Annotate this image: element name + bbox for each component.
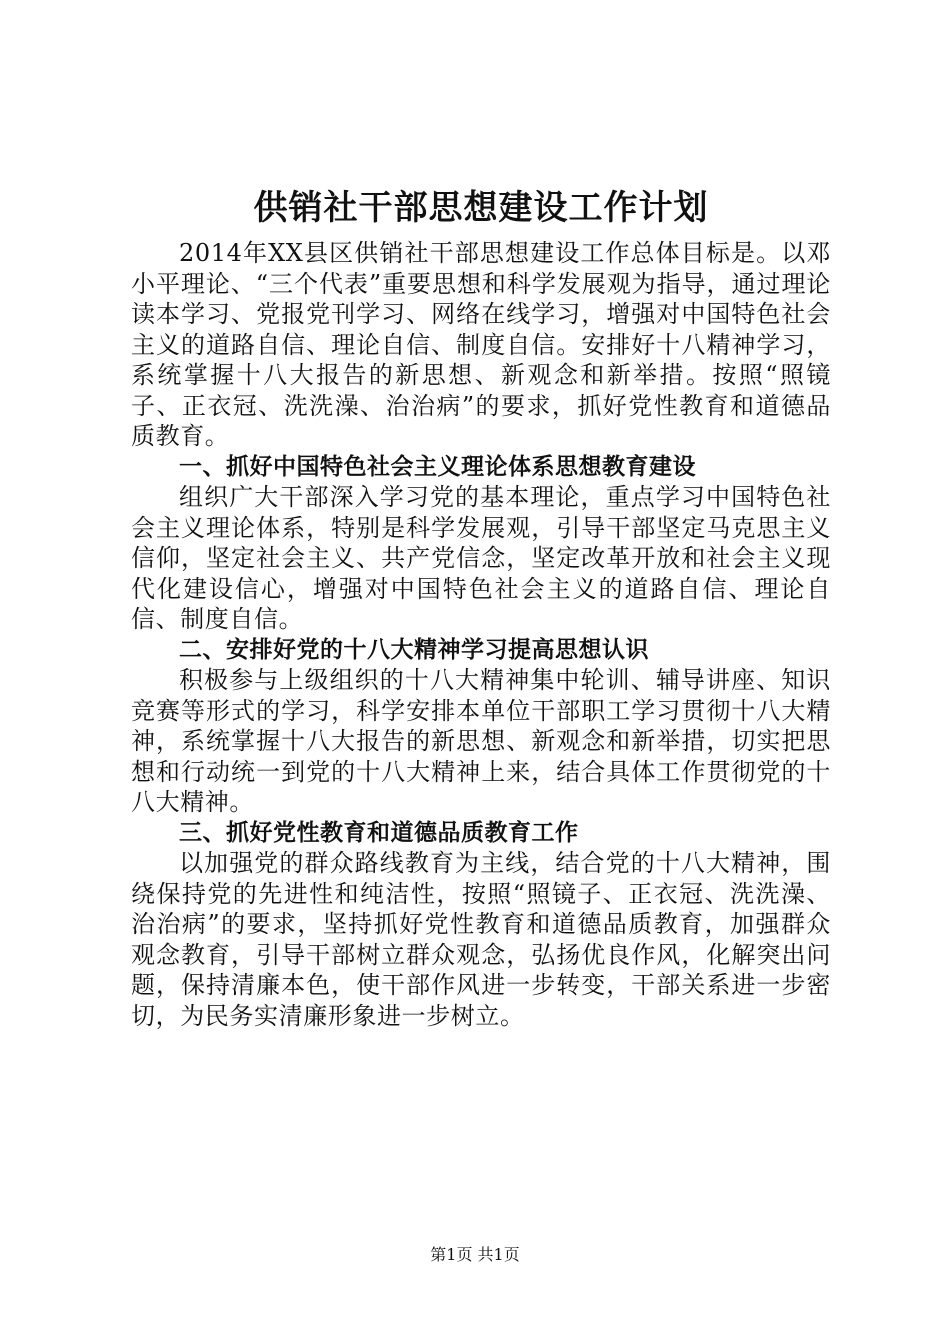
section-body-2: 积极参与上级组织的十八大精神集中轮训、辅导讲座、知识竞赛等形式的学习，科学安排本单位干部职工学习贯彻十八大精神，系统掌握十八大报告的新思想、新观念和新举措，切实把思想和行动统一到党的十八大精神上来，结合具体工作贯彻党的十八大精神。 [131,666,831,816]
document-page [131,182,831,1031]
intro-paragraph: 2014年XX县区供销社干部思想建设工作总体目标是。以邓小平理论、“三个代表”重要思想和科学发展观为指导，通过理论读本学习、党报党刊学习、网络在线学习，增强对中国特色社会主义的道路自信、理论自信、制度自信。安排好十八精神学习，系统掌握十八大报告的新思想、新观念和新举措。按照“照镜子、正衣冠、洗洗澡、治治病”的要求，抓好党性教育和道德品质教育。 [131,239,831,450]
section-heading-2: 二、安排好党的十八大精神学习提高思想认识 [179,636,649,663]
document-title: 供销社干部思想建设工作计划 [253,188,709,228]
section-heading-3: 三、抓好党性教育和道德品质教育工作 [179,819,579,846]
section-body-1: 组织广大干部深入学习党的基本理论，重点学习中国特色社会主义理论体系，特别是科学发展观，引导干部坚定马克思主义信仰，坚定社会主义、共产党信念，坚定改革开放和社会主义现代化建设信心，增强对中国特色社会主义的道路自信、理论自信、制度自信。 [131,483,831,633]
section-body-3: 以加强党的群众路线教育为主线，结合党的十八大精神，围绕保持党的先进性和纯洁性，按照“照镜子、正衣冠、洗洗澡、治治病”的要求，坚持抓好党性教育和道德品质教育，加强群众观念教育，引导干部树立群众观念，弘扬优良作风，化解突出问题，保持清廉本色，使干部作风进一步转变，干部关系进一步密切，为民务实清廉形象进一步树立。 [131,849,831,1030]
section-heading-1: 一、抓好中国特色社会主义理论体系思想教育建设 [179,453,696,480]
page-footer: 第1页 共1页 [430,1245,520,1264]
